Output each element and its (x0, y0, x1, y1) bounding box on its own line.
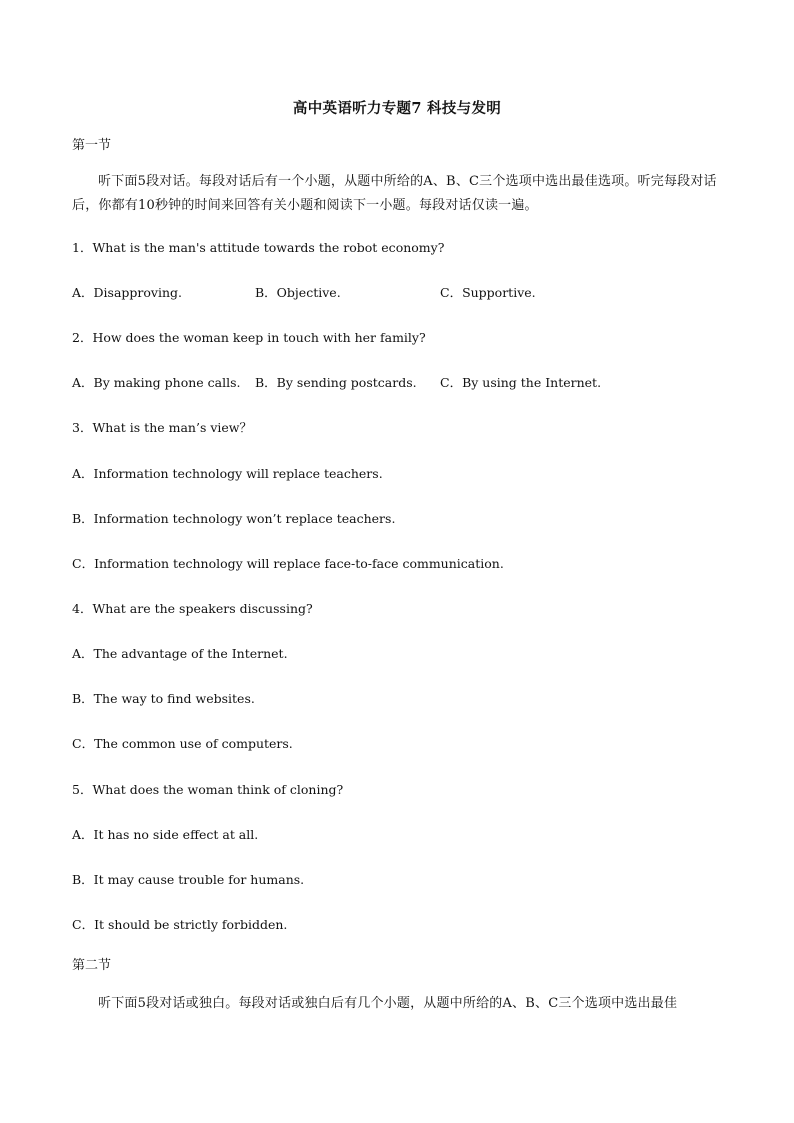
option-b: B．The way to find websites. (72, 691, 255, 706)
option-a: A．Information technology will replace teachers. (72, 466, 383, 481)
option-c: C．The common use of computers. (72, 736, 293, 751)
question-1-options (72, 285, 732, 301)
section-heading-2: 第二节 (72, 958, 112, 973)
question-3: 3．What is the man’s view？ (72, 420, 253, 435)
page-title: 高中英语听力专题7 科技与发明 (292, 100, 502, 117)
question-1: 1．What is the man's attitude towards the robot economy? (72, 240, 445, 255)
question-2: 2．How does the woman keep in touch with her family? (72, 330, 426, 345)
option-b: B．Objective. (255, 285, 341, 300)
option-c: C．By using the Internet. (440, 375, 602, 390)
section-heading-1: 第一节 (72, 138, 112, 153)
option-a: A．The advantage of the Internet. (72, 646, 288, 661)
option-c: C．Supportive. (440, 285, 536, 300)
option-a: A．It has no side effect at all. (72, 827, 259, 842)
section-1-instructions: 听下面5段对话。每段对话后有一个小题，从题中所给的A、B、C三个选项中选出最佳选项。听完每段对话后，你都有10秒钟的时间来回答有关小题和阅读下一小题。每段对话仅读一遍。 (72, 174, 717, 213)
option-c: C．Information technology will replace face-to-face communication. (72, 556, 504, 571)
question-4: 4．What are the speakers discussing? (72, 601, 313, 616)
question-2-options (72, 375, 732, 391)
question-5: 5．What does the woman think of cloning? (72, 782, 344, 797)
option-b: B．By sending postcards. (255, 375, 417, 390)
option-a: A．By making phone calls. (72, 375, 241, 390)
section-2-instructions: 听下面5段对话或独白。每段对话或独白后有几个小题，从题中所给的A、B、C三个选项中选出最佳 (98, 996, 678, 1011)
option-b: B．Information technology won’t replace teachers. (72, 511, 396, 526)
option-b: B．It may cause trouble for humans. (72, 872, 305, 887)
option-c: C．It should be strictly forbidden. (72, 917, 288, 932)
option-a: A．Disapproving. (72, 285, 183, 300)
